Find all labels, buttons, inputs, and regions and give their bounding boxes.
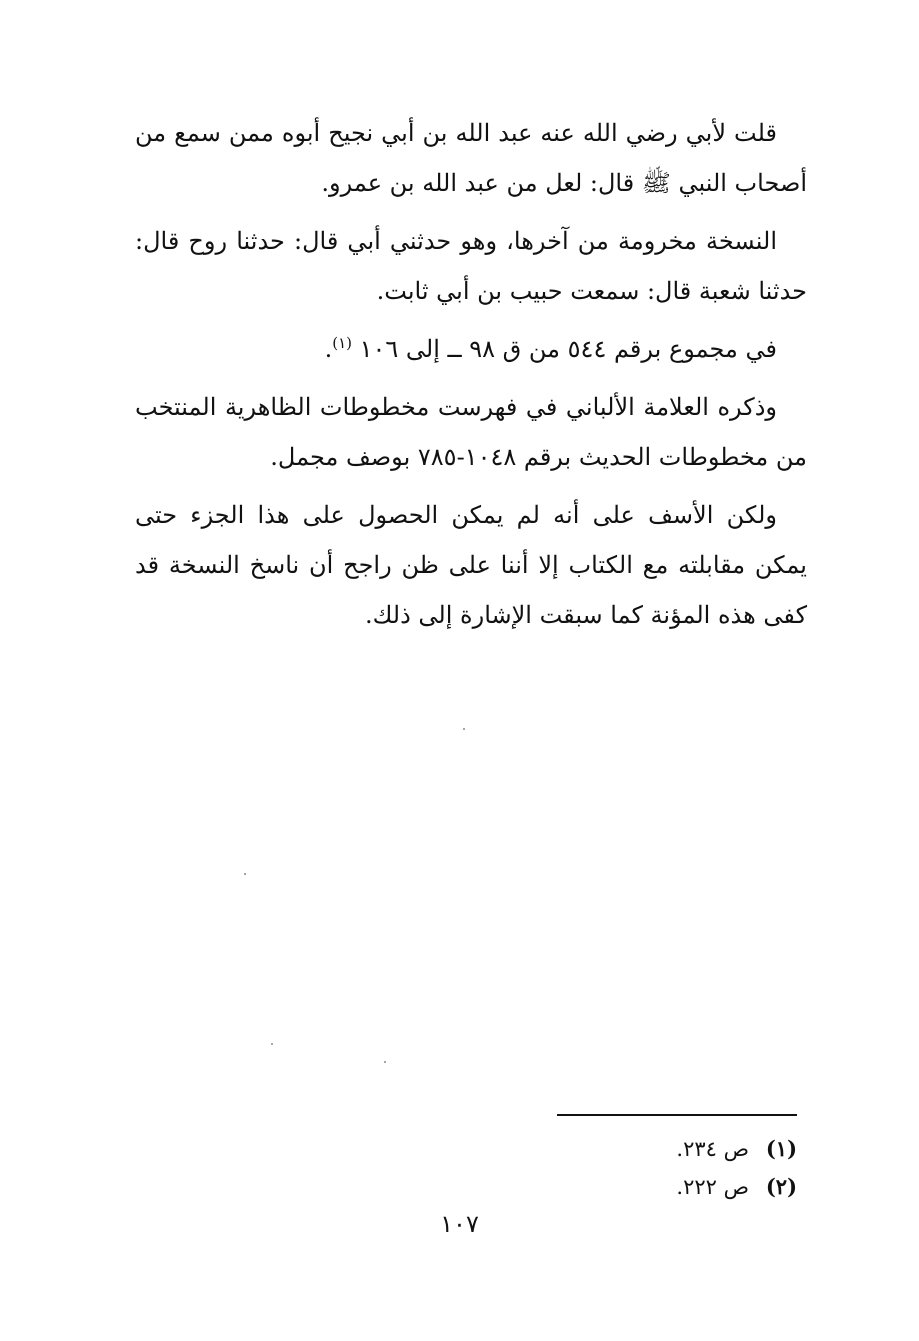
paragraph-albani-index: وذكره العلامة الألباني في فهرست مخطوطات الظاهرية المنتخب من مخطوطات الحديث برقم ١٠٤٨-٧٨٥ بوصف مجمل. bbox=[135, 393, 807, 471]
main-text bbox=[135, 108, 807, 648]
footnote-text: ص ٢٣٤. bbox=[676, 1137, 749, 1161]
footnote-reference: (١) bbox=[332, 334, 352, 352]
paragraph-regret: ولكن الأسف على أنه لم يمكن الحصول على هذا الجزء حتى يمكن مقابلته مع الكتاب إلا أننا على ظن راجح أن ناسخ النسخة قد كفى هذه المؤنة كما سبقت الإشارة إلى ذلك. bbox=[135, 501, 807, 629]
paragraph-question: قلت لأبي رضي الله عنه عبد الله بن أبي نجيح أبوه ممن سمع من أصحاب النبي ﷺ قال: لعل من عبد الله بن عمرو. bbox=[135, 119, 807, 197]
collection-text: في مجموع برقم ٥٤٤ من ق ٩٨ ــ إلى ١٠٦ bbox=[359, 335, 777, 363]
scan-speck bbox=[244, 873, 246, 875]
footnote-number: (٢) bbox=[765, 1174, 797, 1199]
footnote-text: ص ٢٢٢. bbox=[676, 1175, 749, 1199]
scan-speck bbox=[384, 1061, 386, 1063]
footnote-item bbox=[676, 1168, 797, 1206]
scan-speck bbox=[271, 1043, 273, 1045]
footnote-number: (١) bbox=[765, 1136, 797, 1161]
footnote-item bbox=[676, 1130, 797, 1168]
collection-period: . bbox=[324, 335, 333, 363]
page-number: ١٠٧ bbox=[440, 1210, 479, 1238]
footnotes bbox=[676, 1130, 797, 1206]
scan-speck bbox=[463, 728, 465, 730]
paragraph-collection-number bbox=[135, 324, 807, 374]
footnote-separator bbox=[557, 1114, 797, 1116]
paragraph-manuscript-state: النسخة مخرومة من آخرها، وهو حدثني أبي قال: حدثنا روح قال: حدثنا شعبة قال: سمعت حبيب بن أبي ثابت. bbox=[135, 227, 807, 305]
